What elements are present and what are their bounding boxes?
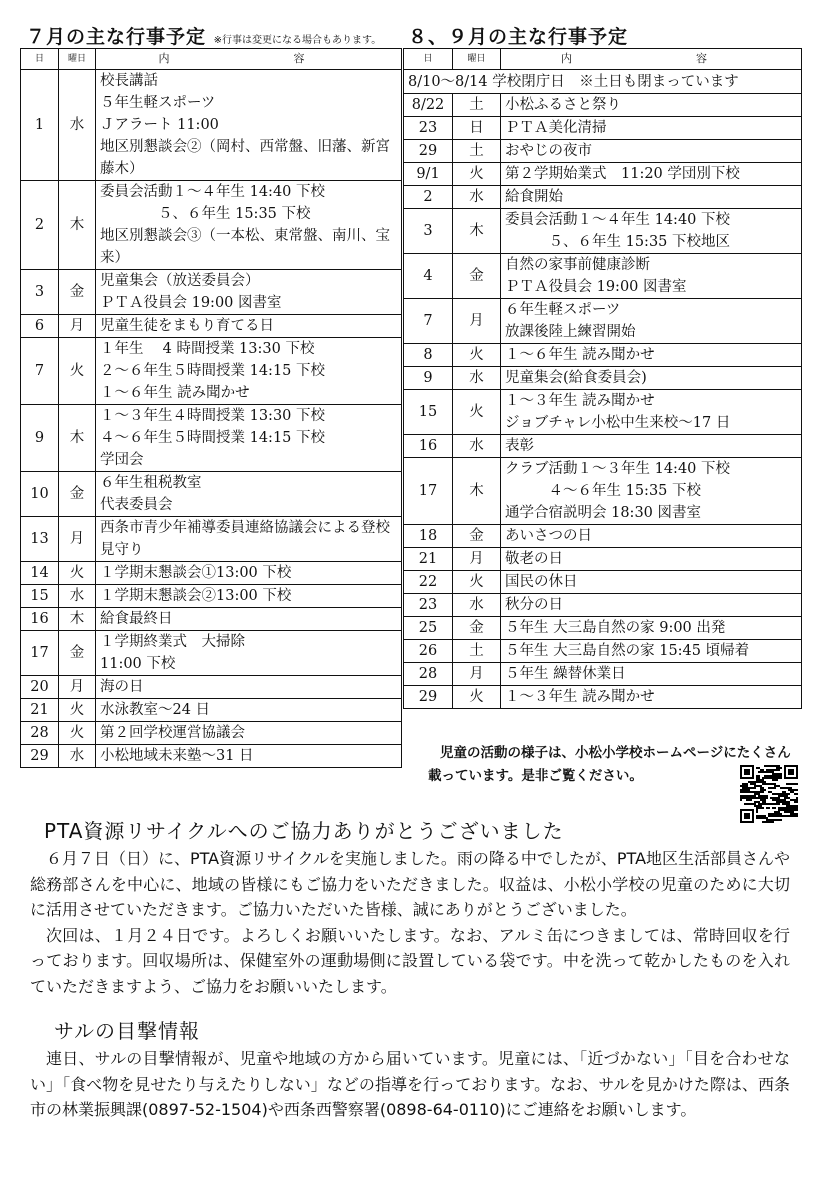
weekday-cell: 火 (453, 571, 501, 594)
event-cell (96, 70, 402, 181)
weekday-cell: 水 (453, 186, 501, 209)
augsep-row (404, 686, 802, 709)
event-line: ５年生軽スポーツ (100, 95, 216, 111)
july-header (26, 22, 381, 49)
event-line: 国民の休日 (505, 574, 578, 590)
event-line: 放課後陸上練習開始 (505, 324, 636, 340)
day-cell: 8/22 (404, 94, 453, 117)
event-cell (501, 94, 802, 117)
july-row (21, 405, 402, 472)
event-line: ６年生軽スポーツ (505, 302, 621, 318)
day-cell: 28 (404, 663, 453, 686)
homepage-note: 児童の活動の様子は、小松小学校ホームページにたくさん載っています。是非ご覧ください。 (428, 745, 791, 784)
event-line: おやじの夜市 (505, 143, 592, 159)
event-cell (96, 270, 402, 315)
event-line: ５、６年生 15:35 下校 (100, 206, 311, 222)
day-cell: 29 (21, 745, 59, 768)
day-cell: 23 (404, 594, 453, 617)
event-line: ２～６年生５時間授業 14:15 下校 (100, 363, 326, 379)
event-cell (96, 745, 402, 768)
augsep-row (404, 548, 802, 571)
weekday-cell: 水 (453, 367, 501, 390)
day-cell: 21 (21, 699, 59, 722)
recycle-title: PTA資源リサイクルへのご協力ありがとうございました (44, 819, 564, 843)
augsep-row (404, 663, 802, 686)
weekday-cell: 火 (59, 338, 96, 405)
augsep-row (404, 163, 802, 186)
augsep-row (404, 254, 802, 299)
augsep-row (404, 617, 802, 640)
july-row (21, 338, 402, 405)
augsep-row (404, 209, 802, 254)
event-line: ５、６年生 15:35 下校地区 (505, 234, 731, 250)
weekday-cell: 土 (453, 640, 501, 663)
event-line: 地区別懇談会②（岡村、西常盤、旧藩、新宮藤木） (100, 139, 390, 177)
july-row (21, 270, 402, 315)
qr-code-icon[interactable] (740, 765, 798, 823)
event-line: 児童集会(給食委員会) (505, 370, 647, 386)
july-header-row (21, 49, 402, 70)
weekday-cell: 火 (59, 699, 96, 722)
july-row (21, 608, 402, 631)
weekday-cell: 火 (453, 344, 501, 367)
augsep-row (404, 344, 802, 367)
event-line: 委員会活動１～４年生 14:40 下校 (100, 184, 326, 200)
event-cell (96, 699, 402, 722)
event-cell (501, 390, 802, 435)
event-line: 委員会活動１～４年生 14:40 下校 (505, 212, 731, 228)
day-cell: 25 (404, 617, 453, 640)
event-line: 学団会 (100, 452, 144, 468)
weekday-cell: 水 (59, 585, 96, 608)
event-cell (501, 525, 802, 548)
weekday-cell: 日 (453, 117, 501, 140)
event-cell (96, 315, 402, 338)
recycle-paragraph: 次回は、１月２４日です。よろしくお願いいたします。なお、アルミ缶につきましては、常時回収を行っております。回収場所は、保健室外の運動場側に設置している袋です。中を洗って乾かしたものを入れていただきますよう、ご協力をお願いいたします。 (30, 925, 790, 996)
weekday-cell: 木 (59, 181, 96, 270)
day-cell: 3 (21, 270, 59, 315)
event-line: １学期末懇談会②13:00 下校 (100, 588, 292, 604)
july-col-content-header: 内 容 (96, 49, 402, 70)
event-line: Ｊアラート 11:00 (100, 117, 219, 133)
july-col-weekday-header: 曜日 (59, 49, 96, 70)
event-line: ５年生 大三島自然の家 9:00 出発 (505, 620, 726, 636)
event-line: １～３年生４時間授業 13:30 下校 (100, 408, 326, 424)
day-cell: 2 (21, 181, 59, 270)
day-cell: 29 (404, 686, 453, 709)
day-cell: 9 (21, 405, 59, 472)
day-cell: 8 (404, 344, 453, 367)
event-cell (501, 344, 802, 367)
augsep-col-weekday-header: 曜日 (453, 49, 501, 70)
recycle-body (30, 846, 790, 999)
day-cell: 4 (404, 254, 453, 299)
weekday-cell: 水 (59, 745, 96, 768)
event-line: １～６年生 読み聞かせ (100, 385, 250, 401)
event-line: ＰＴＡ役員会 19:00 図書室 (100, 295, 282, 311)
event-line: 給食開始 (505, 189, 563, 205)
event-line: ４～６年生 15:35 下校 (505, 483, 702, 499)
event-cell (501, 617, 802, 640)
event-line: 11:00 下校 (100, 656, 176, 672)
weekday-cell: 木 (453, 209, 501, 254)
event-line: 海の日 (100, 679, 144, 695)
event-line: あいさつの日 (505, 528, 592, 544)
event-cell (501, 163, 802, 186)
event-cell (96, 631, 402, 676)
event-cell (96, 472, 402, 517)
weekday-cell: 金 (453, 617, 501, 640)
event-line: ＰＴＡ役員会 19:00 図書室 (505, 279, 687, 295)
event-line: ジョブチャレ小松中生来校～17 日 (505, 415, 731, 431)
change-note: ※行事は変更になる場合もあります。 (213, 35, 382, 46)
event-cell (501, 571, 802, 594)
day-cell: 22 (404, 571, 453, 594)
event-line: 表彰 (505, 438, 534, 454)
event-line: 第２学期始業式 11:20 学団別下校 (505, 166, 740, 182)
day-cell: 7 (404, 299, 453, 344)
event-cell (501, 594, 802, 617)
event-cell (501, 640, 802, 663)
event-line: 小松地域未来塾～31 日 (100, 748, 254, 764)
july-row (21, 631, 402, 676)
event-cell (501, 663, 802, 686)
event-line: 秋分の日 (505, 597, 563, 613)
augsep-row (404, 390, 802, 435)
day-cell: 20 (21, 676, 59, 699)
augsep-col-content-header: 内 容 (501, 49, 802, 70)
weekday-cell: 月 (59, 315, 96, 338)
july-row (21, 585, 402, 608)
event-line: １学期終業式 大掃除 (100, 634, 245, 650)
event-line: 児童集会（放送委員会） (100, 273, 260, 289)
monkey-body (30, 1046, 790, 1123)
july-row (21, 676, 402, 699)
event-cell (96, 405, 402, 472)
event-line: 自然の家事前健康診断 (505, 257, 650, 273)
weekday-cell: 金 (59, 631, 96, 676)
day-cell: 17 (404, 458, 453, 525)
weekday-cell: 月 (453, 548, 501, 571)
day-cell: 16 (404, 435, 453, 458)
weekday-cell: 火 (59, 722, 96, 745)
day-cell: 21 (404, 548, 453, 571)
event-line: 代表委員会 (100, 497, 173, 513)
weekday-cell: 金 (453, 525, 501, 548)
augsep-row (404, 435, 802, 458)
july-row (21, 472, 402, 517)
weekday-cell: 金 (59, 270, 96, 315)
event-cell (501, 117, 802, 140)
weekday-cell: 月 (59, 676, 96, 699)
augsep-row (404, 94, 802, 117)
event-line: １学期末懇談会①13:00 下校 (100, 565, 292, 581)
july-row (21, 722, 402, 745)
weekday-cell: 土 (453, 140, 501, 163)
event-line: ６年生租税教室 (100, 475, 202, 491)
event-line: 校長講話 (100, 73, 158, 89)
monkey-paragraph: 連日、サルの目撃情報が、児童や地域の方から届いています。児童には、「近づかない」「目を合わせない」「食べ物を見せたり与えたりしない」などの指導を行っております。なお、サルを見かけた際は、西条市の林業振興課(0897-52-1504)や西条西警察署(0898-64-0110)にご連絡をお願いします。 (30, 1049, 790, 1119)
event-line: １～３年生 読み聞かせ (505, 689, 655, 705)
augsep-row (404, 640, 802, 663)
event-cell (96, 338, 402, 405)
event-line: ５年生 大三島自然の家 15:45 頃帰着 (505, 643, 750, 659)
day-cell: 17 (21, 631, 59, 676)
event-line: １～６年生 読み聞かせ (505, 347, 655, 363)
augsep-row (404, 458, 802, 525)
day-cell: 7 (21, 338, 59, 405)
weekday-cell: 月 (453, 663, 501, 686)
weekday-cell: 木 (59, 405, 96, 472)
weekday-cell: 水 (453, 435, 501, 458)
july-title: ７月の主な行事予定 (26, 26, 207, 48)
weekday-cell: 月 (59, 517, 96, 562)
day-cell: 28 (21, 722, 59, 745)
event-line: 敬老の日 (505, 551, 563, 567)
weekday-cell: 火 (453, 686, 501, 709)
weekday-cell: 木 (453, 458, 501, 525)
event-line: 通学合宿説明会 18:30 図書室 (505, 505, 702, 521)
july-row (21, 745, 402, 768)
day-cell: 14 (21, 562, 59, 585)
day-cell: 26 (404, 640, 453, 663)
event-cell (501, 254, 802, 299)
augsep-row (404, 367, 802, 390)
event-cell (501, 548, 802, 571)
day-cell: 1 (21, 70, 59, 181)
day-cell: 23 (404, 117, 453, 140)
day-cell: 13 (21, 517, 59, 562)
augsep-row (404, 186, 802, 209)
augsep-row (404, 594, 802, 617)
augsep-row (404, 140, 802, 163)
event-line: クラブ活動１～３年生 14:40 下校 (505, 461, 731, 477)
weekday-cell: 金 (453, 254, 501, 299)
event-cell (96, 562, 402, 585)
event-line: ４～６年生５時間授業 14:15 下校 (100, 430, 326, 446)
day-cell: 15 (21, 585, 59, 608)
july-col-day-header: 日 (21, 49, 59, 70)
event-line: 児童生徒をまもり育てる日 (100, 318, 274, 334)
day-cell: 29 (404, 140, 453, 163)
augsep-header-row (404, 49, 802, 70)
day-cell: 18 (404, 525, 453, 548)
augsep-row (404, 299, 802, 344)
july-row (21, 315, 402, 338)
event-line: ＰＴＡ美化清掃 (505, 120, 607, 136)
event-line: 西条市青少年補導委員連絡協議会による登校見守り (100, 520, 390, 558)
day-cell: 16 (21, 608, 59, 631)
weekday-cell: 火 (453, 163, 501, 186)
event-line: ５年生 繰替休業日 (505, 666, 626, 682)
july-row (21, 181, 402, 270)
augsep-row (404, 117, 802, 140)
event-cell (96, 181, 402, 270)
event-line: 水泳教室～24 日 (100, 702, 211, 718)
closure-note: 8/10～8/14 学校閉庁日 ※土日も閉まっています (404, 70, 802, 94)
event-cell (96, 722, 402, 745)
augsep-row (404, 525, 802, 548)
event-cell (501, 686, 802, 709)
event-cell (501, 140, 802, 163)
event-cell (501, 367, 802, 390)
augsep-schedule-table (403, 48, 802, 709)
event-line: １年生 4 時間授業 13:30 下校 (100, 341, 315, 357)
weekday-cell: 月 (453, 299, 501, 344)
weekday-cell: 金 (59, 472, 96, 517)
augsep-row (404, 571, 802, 594)
event-cell (501, 458, 802, 525)
event-cell (501, 299, 802, 344)
weekday-cell: 火 (453, 390, 501, 435)
day-cell: 3 (404, 209, 453, 254)
july-row (21, 517, 402, 562)
event-cell (96, 517, 402, 562)
weekday-cell: 水 (453, 594, 501, 617)
july-schedule-table (20, 48, 402, 768)
event-line: １～３年生 読み聞かせ (505, 393, 655, 409)
augsep-closure-row (404, 70, 802, 94)
day-cell: 2 (404, 186, 453, 209)
event-cell (96, 585, 402, 608)
monkey-title: サルの目撃情報 (54, 1019, 200, 1043)
event-line: 給食最終日 (100, 611, 173, 627)
weekday-cell: 水 (59, 70, 96, 181)
day-cell: 6 (21, 315, 59, 338)
event-cell (501, 209, 802, 254)
event-line: 第２回学校運営協議会 (100, 725, 245, 741)
day-cell: 10 (21, 472, 59, 517)
weekday-cell: 木 (59, 608, 96, 631)
weekday-cell: 土 (453, 94, 501, 117)
weekday-cell: 火 (59, 562, 96, 585)
july-row (21, 699, 402, 722)
event-cell (501, 435, 802, 458)
event-cell (501, 186, 802, 209)
day-cell: 15 (404, 390, 453, 435)
event-cell (96, 608, 402, 631)
augsep-col-day-header: 日 (404, 49, 453, 70)
july-row (21, 562, 402, 585)
recycle-paragraph: ６月７日（日）に、PTA資源リサイクルを実施しました。雨の降る中でしたが、PTA地区生活部員さんや総務部さんを中心に、地域の皆様にもご協力をいただきました。収益は、小松小学校の児童のために大切に活用させていただきます。ご協力いただいた皆様、誠にありがとうございました。 (30, 849, 791, 919)
july-row (21, 70, 402, 181)
event-cell (96, 676, 402, 699)
day-cell: 9/1 (404, 163, 453, 186)
event-line: 小松ふるさと祭り (505, 97, 621, 113)
event-line: 地区別懇談会③（一本松、東常盤、南川、宝来） (100, 228, 390, 266)
day-cell: 9 (404, 367, 453, 390)
augsep-title: ８、９月の主な行事予定 (408, 26, 629, 48)
